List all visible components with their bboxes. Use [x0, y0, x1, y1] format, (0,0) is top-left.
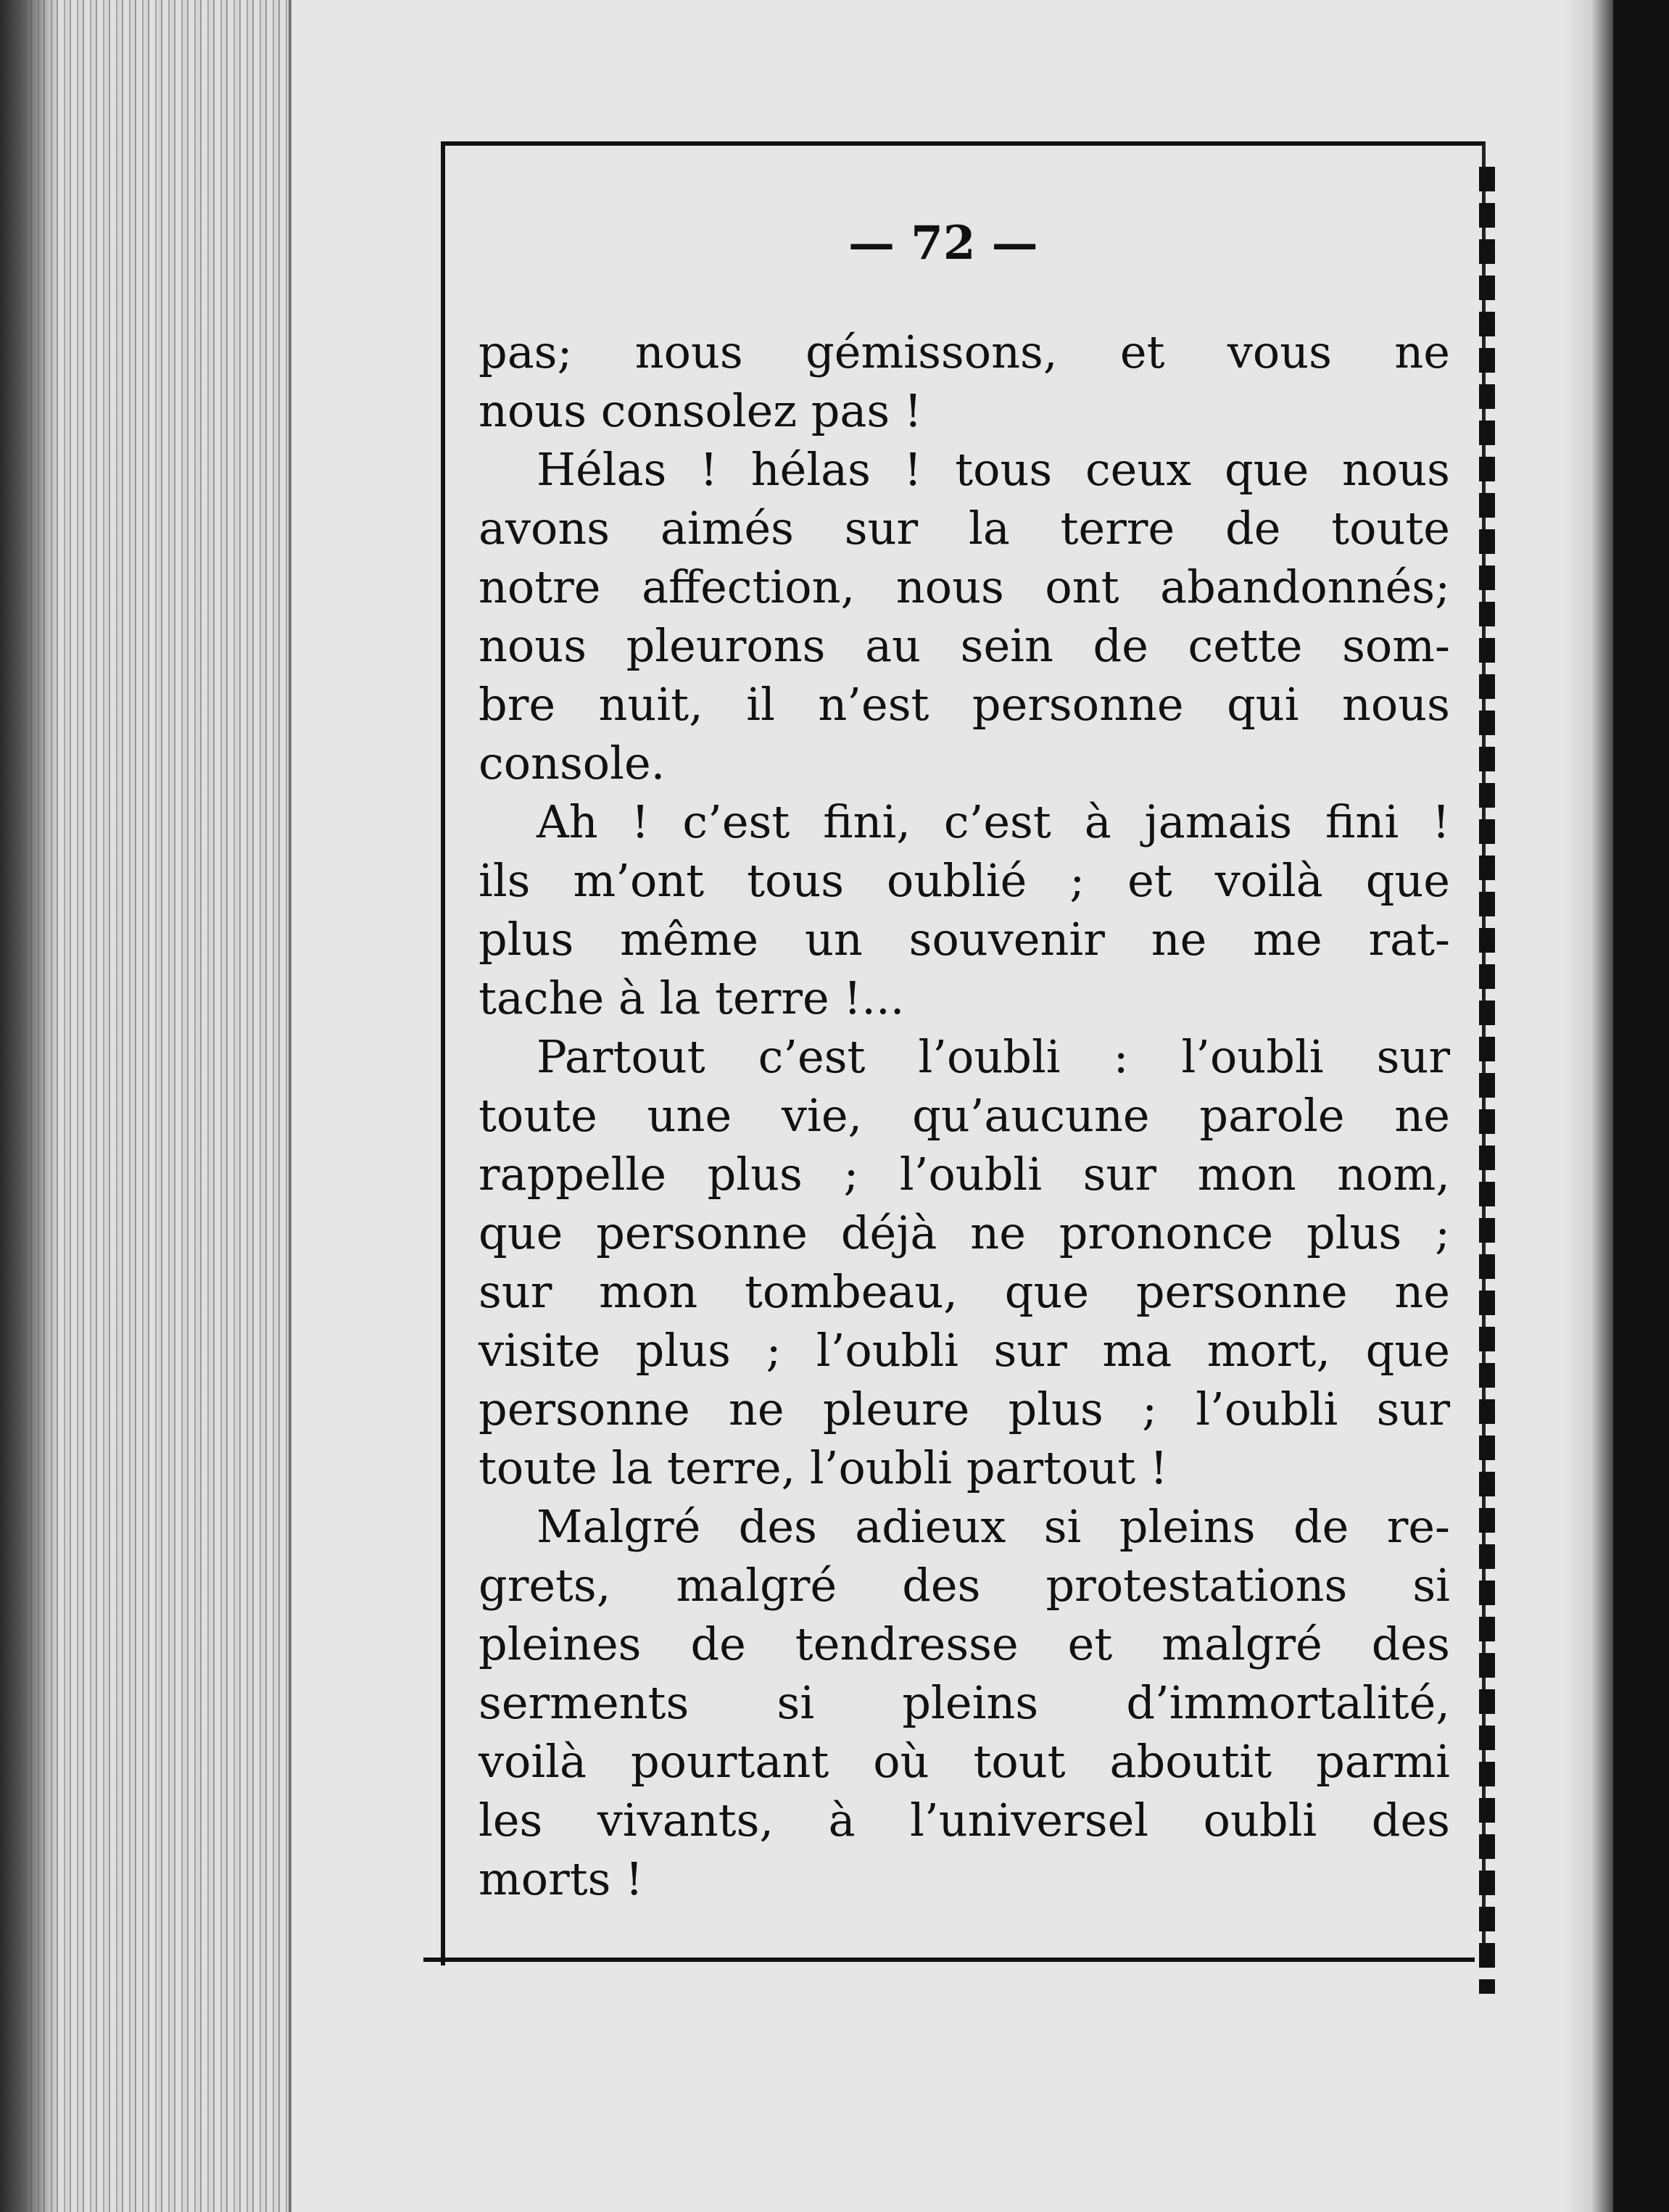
text-line: bre nuit, il n’est personne qui nous — [479, 678, 1450, 731]
text-line: nous consolez pas ! — [479, 384, 922, 437]
text-line: toute une vie, qu’aucune parole ne — [479, 1089, 1450, 1142]
text-line: ils m’ont tous oublié ; et voilà que — [479, 854, 1450, 907]
page-edge-line — [289, 0, 291, 2212]
text-line: Malgré des adieux si pleins de re- — [537, 1500, 1450, 1553]
text-line: notre affection, nous ont abandonnés; — [479, 560, 1450, 613]
text-line: toute la terre, l’oubli partout ! — [479, 1441, 1168, 1494]
text-line: sur mon tombeau, que personne ne — [479, 1265, 1450, 1318]
body-text — [479, 323, 1450, 1908]
scan-background — [1613, 0, 1669, 2212]
page-edge-shadow — [0, 0, 58, 2212]
page-number: — 72 — — [848, 216, 1038, 270]
text-line: Partout c’est l’oubli : l’oubli sur — [537, 1030, 1450, 1083]
text-line: visite plus ; l’oubli sur ma mort, que — [479, 1324, 1450, 1377]
frame-right-rule — [1479, 167, 1495, 1994]
text-line: plus même un souvenir ne me rat- — [479, 913, 1450, 966]
text-line: nous pleurons au sein de cette som- — [479, 619, 1450, 672]
text-line: pleines de tendresse et malgré des — [479, 1617, 1450, 1670]
text-line: personne ne pleure plus ; l’oubli sur — [479, 1383, 1450, 1436]
text-line: voilà pourtant où tout aboutit parmi — [479, 1735, 1450, 1788]
text-line: les vivants, à l’universel oubli des — [479, 1794, 1450, 1847]
text-line: que personne déjà ne prononce plus ; — [479, 1206, 1450, 1259]
text-line: rappelle plus ; l’oubli sur mon nom, — [479, 1148, 1450, 1201]
text-line: avons aimés sur la terre de toute — [479, 502, 1450, 555]
text-line: tache à la terre !... — [479, 972, 905, 1024]
text-line: console. — [479, 737, 666, 790]
page-right-shadow — [1566, 0, 1613, 2212]
text-line: serments si pleins d’immortalité, — [479, 1676, 1450, 1729]
text-line: Ah ! c’est fini, c’est à jamais fini ! — [537, 795, 1450, 848]
text-line: morts ! — [479, 1852, 644, 1905]
frame-bottom-rule — [423, 1958, 1475, 1962]
text-line: pas; nous gémissons, et vous ne — [479, 326, 1450, 378]
text-line: Hélas ! hélas ! tous ceux que nous — [537, 443, 1450, 496]
text-line: grets, malgré des protestations si — [479, 1559, 1450, 1612]
